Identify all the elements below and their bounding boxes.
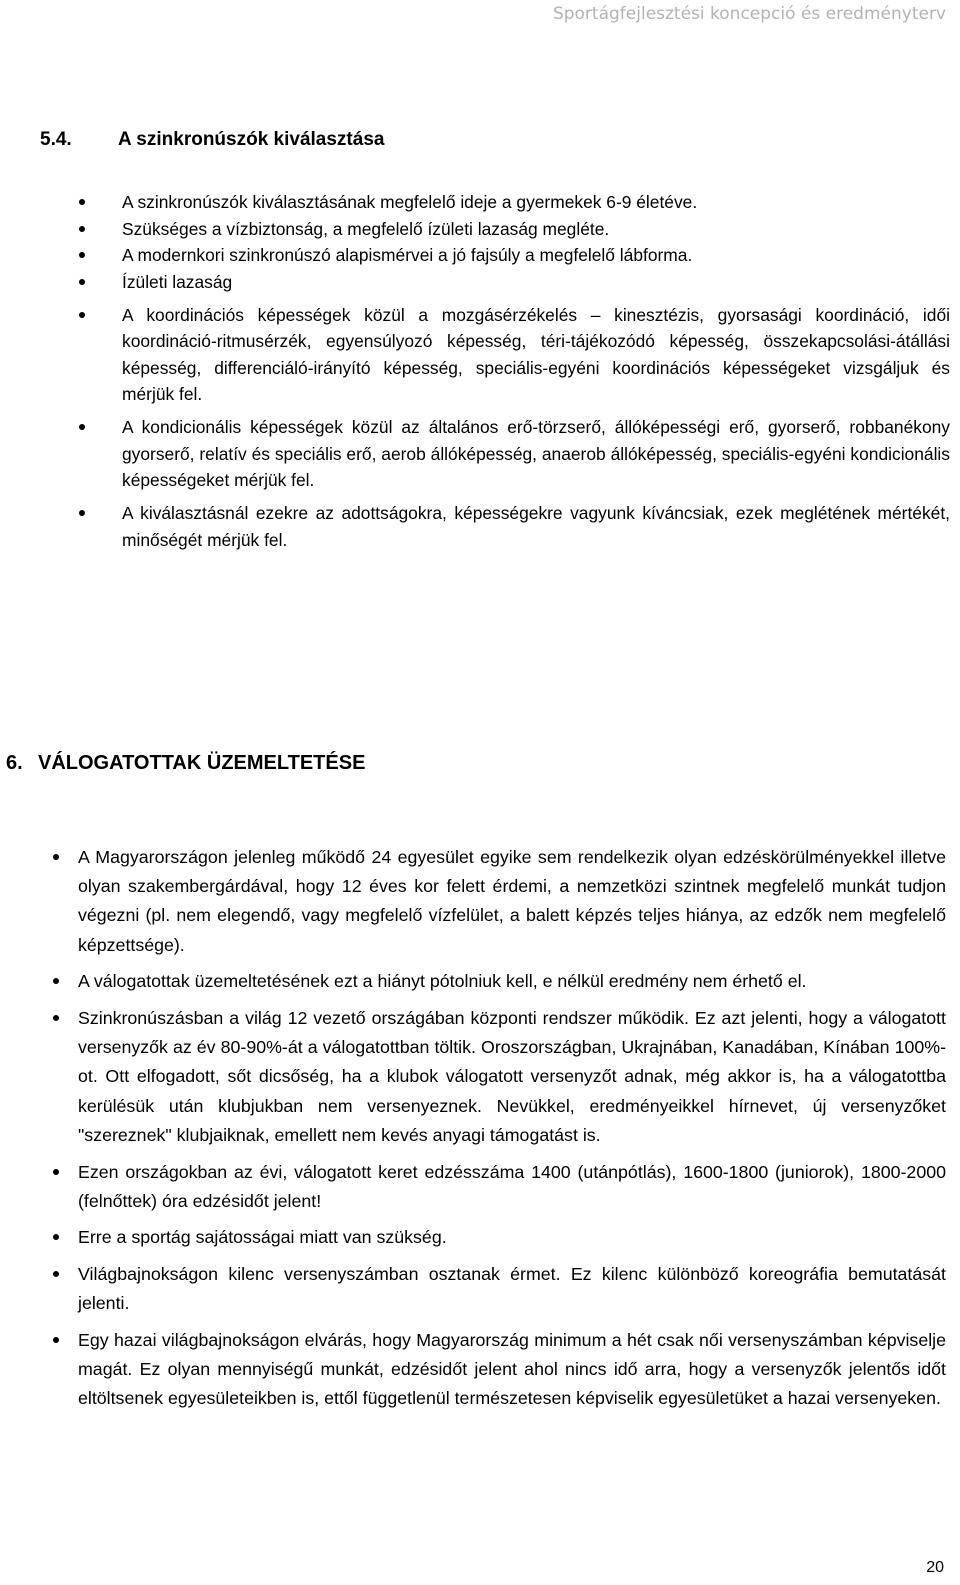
list-item: Ezen országokban az évi, válogatott keret edzésszáma 1400 (utánpótlás), 1600-1800 (juniorok), 1800-2000 (felnőttek) óra edzésidőt jelent! bbox=[78, 1158, 946, 1216]
national-team-list bbox=[78, 843, 946, 1421]
list-item: A kondicionális képességek közül az általános erő-törzserő, állóképességi erő, gyorserő, robbanékony gyorserő, relatív és speciális erő, aerob állóképesség, anaerob állóképesség, speciális-egyéni kondicionális képességeket mérjük fel. bbox=[122, 414, 950, 494]
list-item: Egy hazai világbajnokságon elvárás, hogy Magyarország minimum a hét csak női versenyszámban képviselje magát. Ez olyan mennyiségű munkát, edzésidőt jelent ahol nincs idő arra, hogy a versenyzők jelentős időt eltöltsenek egyesületeikben is, ettől függetlenül természetesen képviselik egyesületüket a hazai versenyeken. bbox=[78, 1326, 946, 1414]
section-title: VÁLOGATOTTAK ÜZEMELTETÉSE bbox=[38, 752, 366, 774]
selection-criteria-list bbox=[122, 189, 950, 560]
list-item: Erre a sportág sajátosságai miatt van szükség. bbox=[78, 1223, 946, 1252]
section-title: A szinkronúszók kiválasztása bbox=[118, 129, 385, 150]
running-header: Sportágfejlesztési koncepció és eredményterv bbox=[552, 4, 946, 24]
list-item: A szinkronúszók kiválasztásának megfelelő ideje a gyermekek 6-9 életéve. bbox=[122, 189, 950, 216]
section-number: 5.4. bbox=[40, 129, 72, 150]
list-item: Szinkronúszásban a világ 12 vezető országában központi rendszer működik. Ez azt jelenti, hogy a válogatott versenyzők az év 80-90%-át a válogatottban töltik. Oroszországban, Ukrajnában, Kanadában, Kínában 100%-ot. Ott elfogadott, sőt dicsőség, ha a klubok válogatott versenyzőt adnak, még akkor is, ha a válogatottba kerülésük után klubjukban nem versenyeznek. Nevükkel, eredményeikkel hírnevet, új versenyzőket "szereznek" klubjaiknak, emellett nem kevés anyagi támogatást is. bbox=[78, 1004, 946, 1150]
list-item: Világbajnokságon kilenc versenyszámban osztanak érmet. Ez kilenc különböző koreográfia bemutatását jelenti. bbox=[78, 1260, 946, 1318]
section-heading-5-4 bbox=[40, 128, 384, 152]
list-item: Szükséges a vízbiztonság, a megfelelő ízületi lazaság megléte. bbox=[122, 216, 950, 243]
section-heading-6 bbox=[6, 751, 365, 775]
list-item: A kiválasztásnál ezekre az adottságokra, képességekre vagyunk kíváncsiak, ezek meglétének mértékét, minőségét mérjük fel. bbox=[122, 500, 950, 553]
list-item: A koordinációs képességek közül a mozgásérzékelés – kinesztézis, gyorsasági koordináció, idői koordináció-ritmusérzék, egyensúlyozó képesség, téri-tájékozódó képesség, összekapcsolási-átállási képesség, differenciáló-irányító képesség, speciális-egyéni koordinációs képességeket vizsgáljuk és mérjük fel. bbox=[122, 302, 950, 408]
list-item: A válogatottak üzemeltetésének ezt a hiányt pótolniuk kell, e nélkül eredmény nem érhető el. bbox=[78, 967, 946, 996]
page-number: 20 bbox=[926, 1559, 944, 1576]
section-number: 6. bbox=[6, 752, 23, 774]
list-item: A modernkori szinkronúszó alapismérvei a jó fajsúly a megfelelő lábforma. bbox=[122, 242, 950, 269]
list-item: A Magyarországon jelenleg működő 24 egyesület egyike sem rendelkezik olyan edzéskörülményekkel illetve olyan szakembergárdával, hogy 12 éves kor felett érdemi, a nemzetközi szintnek megfelelő munkát tudjon végezni (pl. nem elegendő, vagy megfelelő vízfelület, a balett képzés teljes hiánya, az edzők nem megfelelő képzettsége). bbox=[78, 843, 946, 960]
list-item: Ízületi lazaság bbox=[122, 269, 950, 296]
